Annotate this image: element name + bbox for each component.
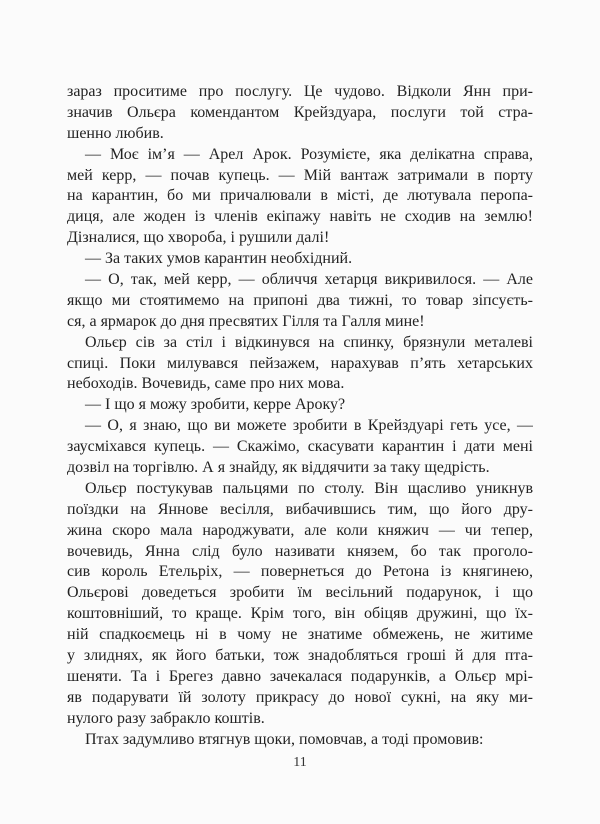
text-line: — О, я знаю, що ви можете зробити в Крейздуарі геть усе, —	[85, 417, 533, 435]
text-line: спиці. Поки милувався пейзажем, нарахував п’ять хетарських	[67, 354, 533, 372]
text-line: Дізналися, що хвороба, і рушили далі!	[67, 229, 330, 247]
paragraph	[67, 333, 533, 396]
page-number: 11	[293, 755, 307, 770]
text-line: заусміхався купець. — Скажімо, скасувати карантин і дати мені	[67, 438, 533, 456]
paragraph	[67, 416, 533, 479]
text-line: небоходів. Вочевидь, саме про них мова.	[67, 375, 345, 393]
text-line: на карантин, бо ми причалювали в місті, де лютувала перопа-	[67, 187, 533, 205]
text-line: зараз проситиме про послугу. Це чудово. Відколи Янн при-	[67, 83, 533, 100]
text-line: у злиднях, як його батьки, тож знадобляться гроші й для пта-	[67, 647, 533, 665]
text-line: яв подарувати їй золоту прикрасу до нової сукні, на яку ми-	[67, 688, 533, 706]
paragraph	[67, 82, 533, 145]
text-line: ній спадкоємець ні в чому не знатиме обмежень, не житиме	[67, 626, 533, 644]
text-line: дозвіл на торгівлю. А я знайду, як віддячити за таку щедрість.	[67, 459, 490, 477]
paragraph	[67, 145, 533, 249]
text-line: шеняти. Та і Брегез давно зачекалася подарунків, а Ольєр мрі-	[67, 667, 533, 685]
text-line: диця, але жоден із членів екіпажу навіть не сходив на землю!	[67, 208, 533, 226]
text-block	[67, 82, 533, 751]
text-line: вочевидь, Янна слід було називати князем, бо так проголо-	[67, 542, 533, 560]
text-line: Птах задумливо втягнув щоки, помовчав, а тоді промовив:	[85, 730, 484, 748]
text-line: мей керр, — почав купець. — Мій вантаж затримали в порту	[67, 166, 533, 184]
text-line: Ольєрові доведеться зробити їм весільний подарунок, і що	[67, 584, 533, 602]
paragraph	[67, 395, 533, 416]
text-line: ся, а ярмарок до дня пресвятих Гілля та Галля мине!	[67, 312, 425, 330]
text-line: — За таких умов карантин необхідний.	[85, 250, 353, 268]
text-line: нулого разу забракло коштів.	[67, 709, 265, 727]
text-line: — Моє ім’я — Арел Арок. Розумієте, яка делікатна справа,	[85, 145, 533, 163]
paragraph	[67, 479, 533, 730]
text-line: коштовніший, то краще. Крім того, він обіцяв дружині, що їх-	[67, 605, 533, 623]
text-line: сив король Етельріх, — повернеться до Ретона із княгинею,	[67, 563, 533, 581]
text-line: Ольєр сів за стіл і відкинувся на спинку, брязнули металеві	[85, 333, 533, 351]
paragraph	[67, 730, 533, 751]
text-line: жина скоро мала народжувати, але коли княжич — чи тепер,	[67, 521, 533, 539]
text-line: шенно любив.	[67, 124, 164, 142]
paragraph	[67, 249, 533, 270]
text-line: — О, так, мей керр, — обличчя хетарця викривилося. — Але	[85, 271, 533, 289]
text-line: поїздки на Яннове весілля, вибачившись тим, що його дру-	[67, 500, 533, 518]
text-line: значив Ольєра комендантом Крейздуара, послуги той стра-	[67, 103, 533, 121]
text-line: Ольєр постукував пальцями по столу. Він щасливо уникнув	[85, 479, 533, 497]
text-line: — І що я можу зробити, керре Ароку?	[85, 396, 346, 414]
paragraph	[67, 270, 533, 333]
text-line: якщо ми стоятимемо на припоні два тижні, то товар зіпсуєть-	[67, 291, 533, 309]
